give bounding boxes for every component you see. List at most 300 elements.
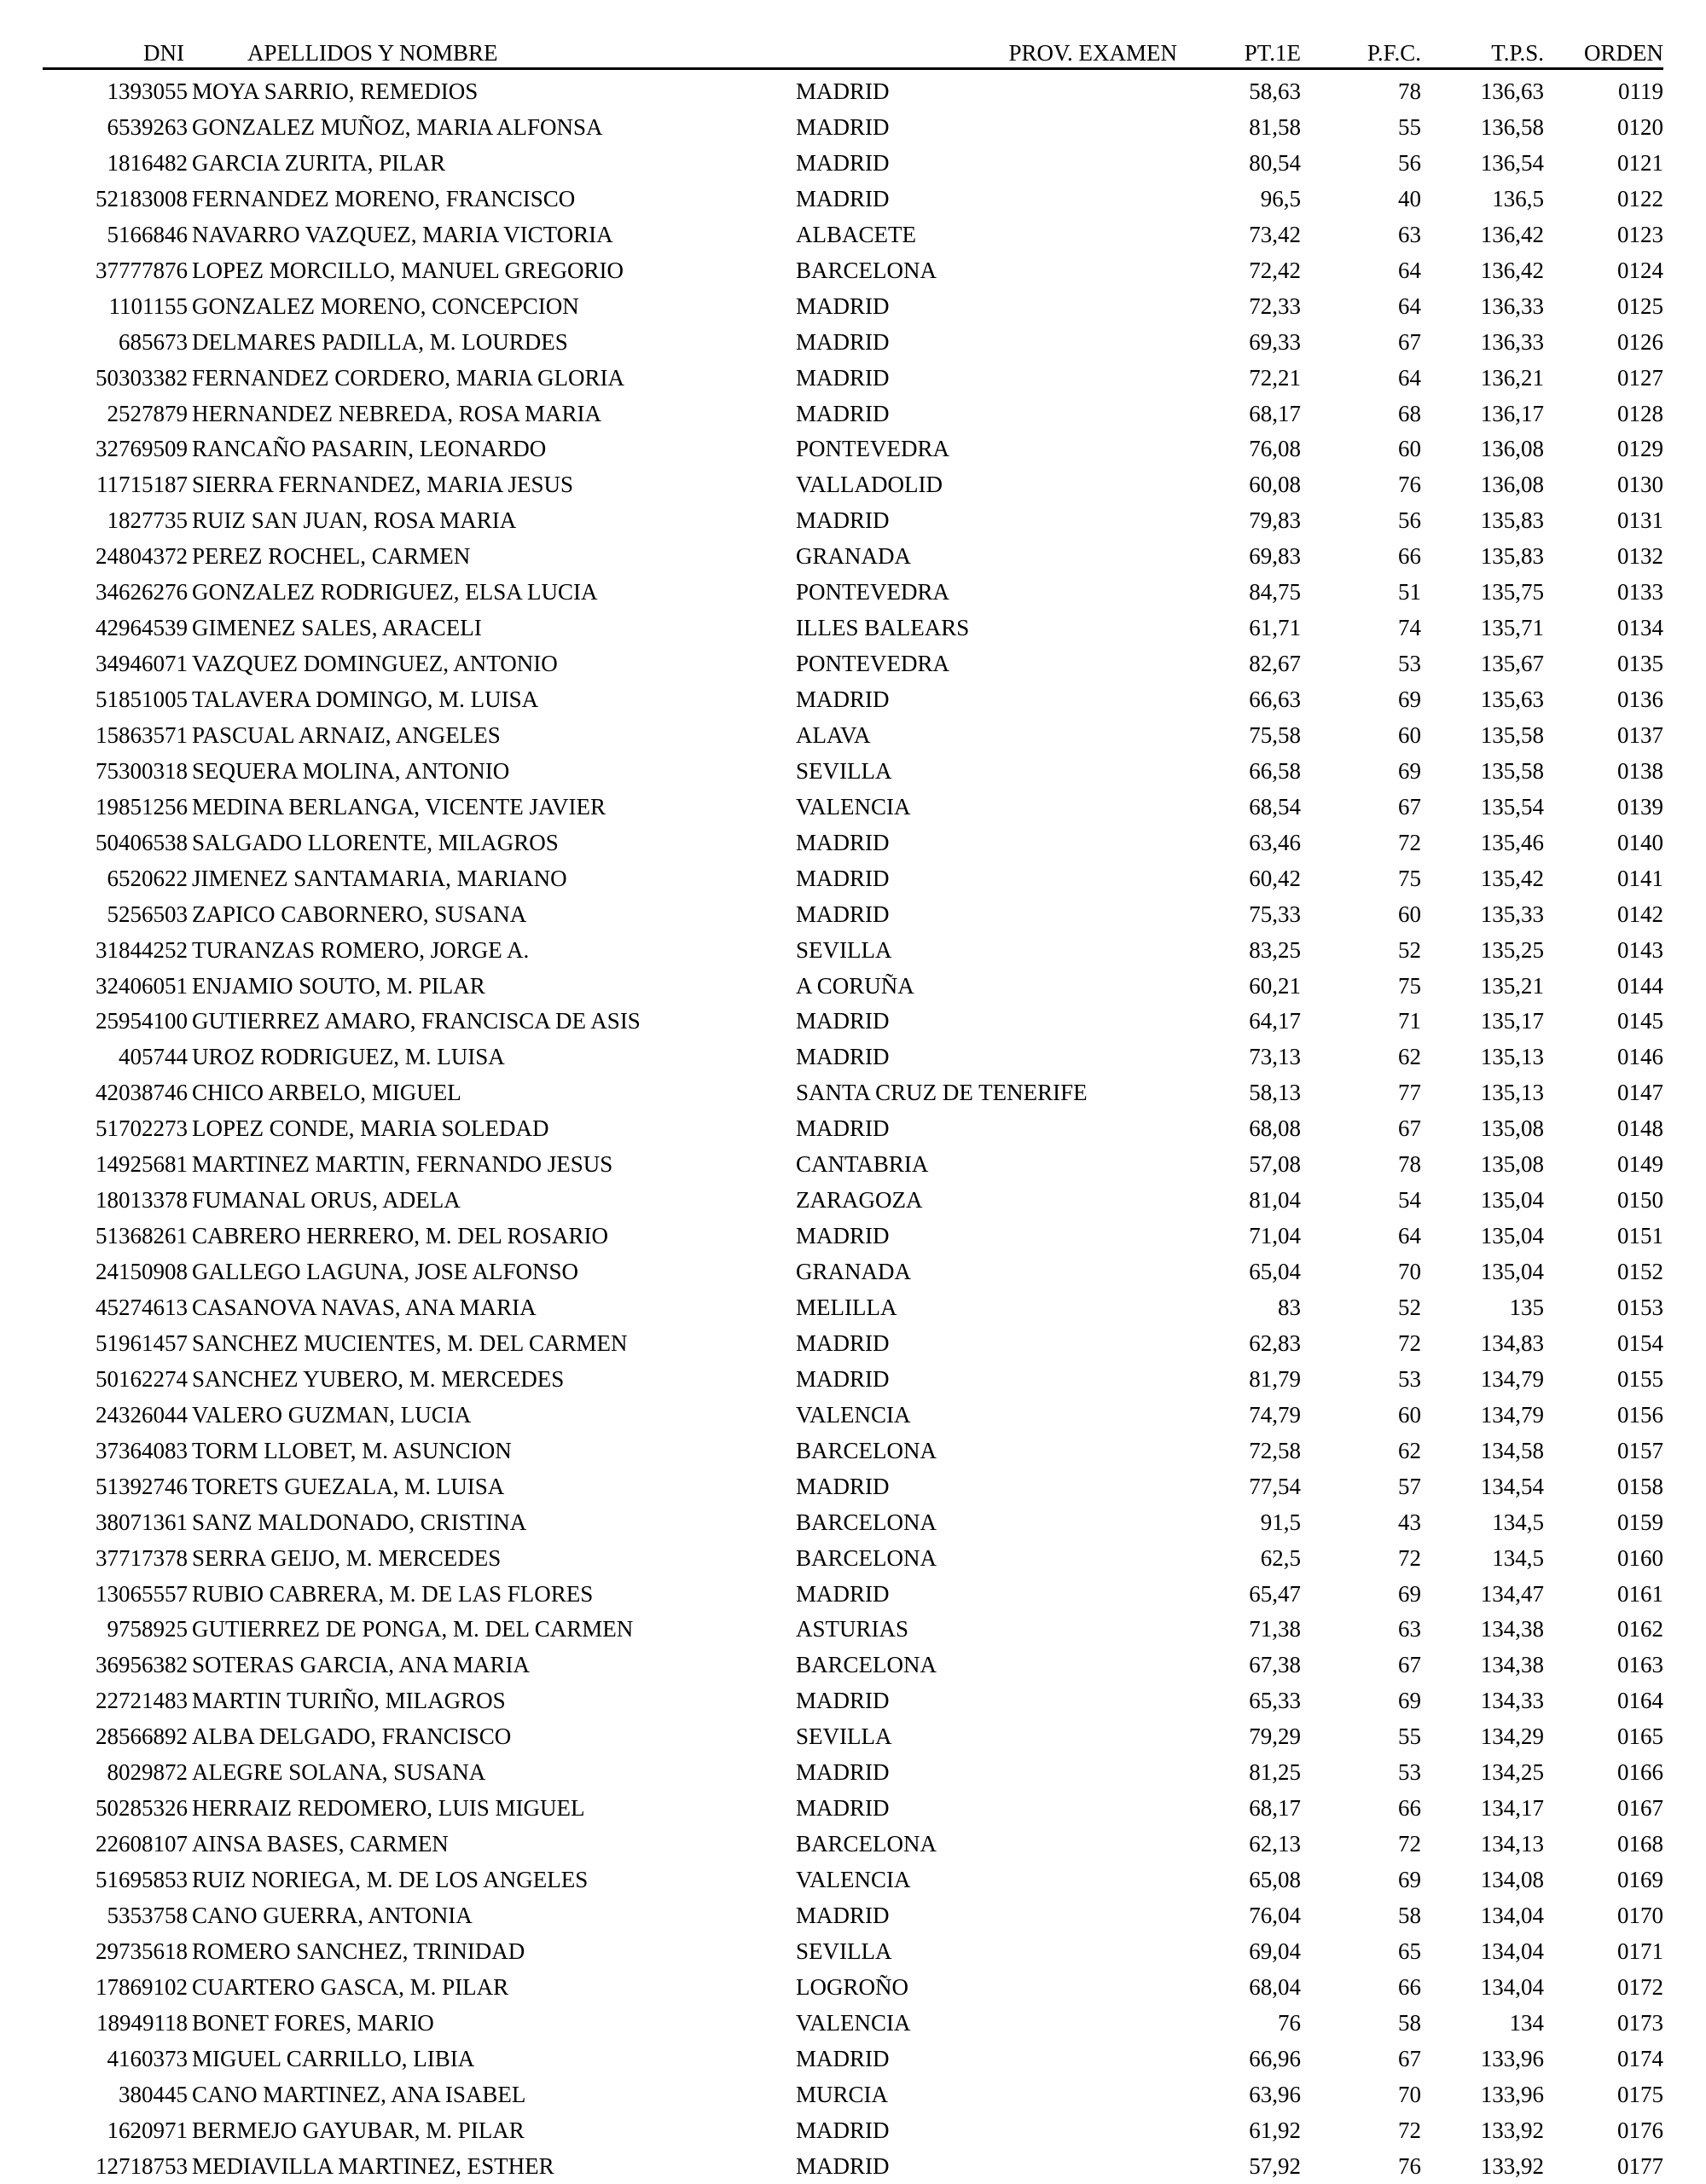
cell-pt1e: 66,63 [1249, 686, 1301, 712]
table-row [0, 681, 1706, 717]
table-row [0, 1718, 1706, 1754]
cell-name: AINSA BASES, CARMEN [192, 1831, 449, 1857]
cell-name: SANCHEZ YUBERO, M. MERCEDES [192, 1365, 565, 1392]
table-row [0, 2005, 1706, 2041]
cell-pt1e: 96,5 [1260, 185, 1301, 211]
cell-orden: 0145 [1617, 1008, 1663, 1034]
table-row [0, 2148, 1706, 2184]
cell-tps: 134,79 [1480, 1365, 1544, 1392]
cell-pt1e: 73,13 [1249, 1044, 1301, 1070]
table-row [0, 2041, 1706, 2077]
cell-orden: 0167 [1617, 1795, 1663, 1822]
cell-pt1e: 81,58 [1249, 113, 1301, 140]
table-row [0, 288, 1706, 324]
table-row [0, 1611, 1706, 1647]
cell-orden: 0128 [1617, 400, 1663, 426]
cell-orden: 0153 [1617, 1295, 1663, 1320]
cell-orden: 0163 [1617, 1652, 1663, 1678]
cell-orden: 0155 [1617, 1365, 1663, 1392]
table-row [0, 252, 1706, 288]
table-row [0, 860, 1706, 896]
cell-tps: 133,92 [1480, 2152, 1544, 2179]
cell-pfc: 67 [1398, 793, 1421, 820]
table-row [0, 1075, 1706, 1110]
cell-dni: 15863571 [96, 721, 188, 748]
table-row [0, 1182, 1706, 1218]
cell-orden: 0133 [1617, 579, 1663, 605]
cell-pfc: 66 [1398, 1795, 1421, 1822]
cell-orden: 0143 [1617, 936, 1663, 963]
cell-pt1e: 72,42 [1249, 257, 1301, 283]
cell-pfc: 64 [1398, 293, 1421, 319]
cell-dni: 32406051 [96, 972, 188, 999]
cell-tps: 135,04 [1480, 1259, 1544, 1284]
cell-dni: 51392746 [96, 1473, 188, 1499]
cell-prov: MADRID [796, 1223, 890, 1249]
cell-orden: 0150 [1617, 1187, 1663, 1214]
cell-dni: 51368261 [96, 1223, 188, 1249]
cell-pt1e: 72,33 [1249, 293, 1301, 319]
cell-orden: 0119 [1618, 78, 1663, 104]
cell-dni: 12718753 [96, 2152, 188, 2179]
cell-tps: 134,04 [1480, 1902, 1544, 1928]
cell-pfc: 74 [1398, 615, 1421, 641]
cell-dni: 38071361 [96, 1509, 188, 1535]
header-dni: DNI [143, 40, 184, 66]
cell-tps: 135,04 [1480, 1187, 1544, 1214]
cell-orden: 0129 [1617, 436, 1663, 462]
cell-pt1e: 91,5 [1260, 1509, 1301, 1535]
cell-tps: 135,71 [1480, 615, 1544, 641]
cell-orden: 0157 [1617, 1437, 1663, 1463]
cell-tps: 134,29 [1480, 1723, 1544, 1750]
cell-pfc: 67 [1398, 1652, 1421, 1678]
cell-tps: 135,13 [1480, 1080, 1544, 1106]
table-row [0, 1540, 1706, 1576]
cell-orden: 0130 [1617, 472, 1663, 498]
cell-prov: MADRID [796, 686, 890, 712]
cell-name: MEDIAVILLA MARTINEZ, ESTHER [192, 2152, 554, 2179]
cell-prov: VALENCIA [796, 793, 911, 820]
cell-tps: 136,21 [1480, 364, 1544, 391]
cell-dni: 5256503 [107, 901, 188, 927]
cell-name: RANCAÑO PASARIN, LEONARDO [192, 436, 547, 462]
cell-pt1e: 60,08 [1249, 472, 1301, 498]
cell-dni: 50162274 [96, 1365, 188, 1392]
cell-orden: 0140 [1617, 829, 1663, 855]
cell-dni: 24804372 [96, 543, 188, 570]
cell-pfc: 71 [1398, 1008, 1421, 1034]
cell-name: GONZALEZ RODRIGUEZ, ELSA LUCIA [192, 579, 598, 605]
cell-dni: 34946071 [96, 651, 188, 676]
cell-pt1e: 69,83 [1249, 543, 1301, 570]
cell-name: UROZ RODRIGUEZ, M. LUISA [192, 1044, 505, 1070]
table-row [0, 1433, 1706, 1469]
cell-pt1e: 79,29 [1249, 1723, 1301, 1750]
cell-tps: 134 [1509, 2009, 1544, 2036]
cell-pfc: 75 [1398, 972, 1421, 999]
cell-prov: MADRID [796, 1044, 890, 1070]
cell-tps: 134,83 [1480, 1330, 1544, 1356]
cell-dni: 37717378 [96, 1544, 188, 1571]
cell-dni: 13065557 [96, 1580, 188, 1607]
cell-tps: 135,54 [1480, 793, 1544, 820]
cell-prov: ASTURIAS [796, 1616, 909, 1642]
cell-orden: 0149 [1617, 1151, 1663, 1178]
header-name: APELLIDOS Y NOMBRE [247, 40, 498, 66]
header-pfc: P.F.C. [1367, 40, 1421, 66]
cell-prov: PONTEVEDRA [796, 436, 949, 462]
cell-name: ROMERO SANCHEZ, TRINIDAD [192, 1938, 525, 1964]
cell-tps: 134,38 [1480, 1652, 1544, 1678]
cell-orden: 0139 [1617, 793, 1663, 820]
cell-prov: MADRID [796, 328, 890, 355]
cell-pt1e: 76,08 [1249, 436, 1301, 462]
cell-prov: BARCELONA [796, 257, 937, 283]
cell-name: SALGADO LLORENTE, MILAGROS [192, 829, 559, 855]
cell-dni: 5166846 [107, 221, 188, 247]
cell-orden: 0158 [1617, 1473, 1663, 1499]
cell-orden: 0170 [1617, 1902, 1663, 1928]
cell-dni: 22721483 [96, 1688, 188, 1714]
cell-pfc: 56 [1398, 507, 1421, 534]
cell-prov: GRANADA [796, 543, 911, 570]
cell-name: TURANZAS ROMERO, JORGE A. [192, 936, 530, 963]
cell-name: MARTIN TURIÑO, MILAGROS [192, 1688, 506, 1714]
cell-pfc: 67 [1398, 1115, 1421, 1142]
cell-dni: 8029872 [107, 1759, 188, 1786]
cell-pt1e: 76,04 [1249, 1902, 1301, 1928]
cell-prov: MADRID [796, 185, 890, 211]
cell-dni: 42038746 [96, 1080, 188, 1106]
table-row [0, 789, 1706, 825]
cell-pt1e: 68,54 [1249, 793, 1301, 820]
cell-tps: 133,96 [1480, 2081, 1544, 2107]
cell-orden: 0125 [1617, 293, 1663, 319]
cell-pt1e: 62,5 [1260, 1544, 1301, 1571]
cell-name: ZAPICO CABORNERO, SUSANA [192, 901, 527, 927]
cell-orden: 0151 [1617, 1223, 1663, 1249]
cell-name: GIMENEZ SALES, ARACELI [192, 615, 482, 641]
cell-tps: 134,08 [1480, 1867, 1544, 1892]
table-row [0, 1933, 1706, 1969]
cell-pfc: 55 [1398, 113, 1421, 140]
cell-name: JIMENEZ SANTAMARIA, MARIANO [192, 865, 567, 891]
cell-prov: VALENCIA [796, 1401, 911, 1428]
cell-dni: 42964539 [96, 615, 188, 641]
cell-name: SIERRA FERNANDEZ, MARIA JESUS [192, 472, 574, 498]
cell-name: GALLEGO LAGUNA, JOSE ALFONSO [192, 1259, 579, 1284]
cell-name: DELMARES PADILLA, M. LOURDES [192, 328, 568, 355]
cell-pt1e: 57,08 [1249, 1151, 1301, 1178]
cell-pt1e: 71,38 [1249, 1616, 1301, 1642]
cell-tps: 134,5 [1492, 1509, 1544, 1535]
cell-name: TALAVERA DOMINGO, M. LUISA [192, 686, 539, 712]
cell-prov: MADRID [796, 507, 890, 534]
cell-name: GUTIERREZ AMARO, FRANCISCA DE ASIS [192, 1008, 641, 1034]
cell-tps: 135,46 [1480, 829, 1544, 855]
cell-name: ALEGRE SOLANA, SUSANA [192, 1759, 486, 1786]
table-row [0, 2112, 1706, 2148]
header-pt: PT.1E [1244, 40, 1301, 66]
cell-pfc: 52 [1398, 1295, 1421, 1320]
cell-dni: 28566892 [96, 1723, 188, 1750]
table-row [0, 753, 1706, 789]
cell-name: VAZQUEZ DOMINGUEZ, ANTONIO [192, 651, 558, 676]
cell-pfc: 67 [1398, 2045, 1421, 2071]
cell-pfc: 64 [1398, 1223, 1421, 1249]
cell-pfc: 62 [1398, 1044, 1421, 1070]
cell-dni: 32769509 [96, 436, 188, 462]
table-row [0, 1003, 1706, 1039]
cell-tps: 134,25 [1480, 1759, 1544, 1786]
cell-pfc: 66 [1398, 543, 1421, 570]
cell-orden: 0135 [1617, 651, 1663, 676]
cell-orden: 0134 [1617, 615, 1663, 641]
cell-pt1e: 60,21 [1249, 972, 1301, 999]
cell-dni: 24326044 [96, 1401, 188, 1428]
cell-tps: 136,58 [1480, 113, 1544, 140]
cell-dni: 52183008 [96, 185, 188, 211]
cell-name: HERRAIZ REDOMERO, LUIS MIGUEL [192, 1795, 585, 1822]
cell-tps: 134,13 [1480, 1831, 1544, 1857]
cell-tps: 134,38 [1480, 1616, 1544, 1642]
cell-orden: 0131 [1617, 507, 1663, 534]
cell-pt1e: 83 [1278, 1295, 1301, 1320]
cell-name: SANCHEZ MUCIENTES, M. DEL CARMEN [192, 1330, 628, 1356]
cell-name: BERMEJO GAYUBAR, M. PILAR [192, 2117, 525, 2143]
table-row [0, 1897, 1706, 1933]
table-row [0, 1862, 1706, 1897]
cell-pfc: 69 [1398, 757, 1421, 784]
cell-orden: 0132 [1617, 543, 1663, 570]
cell-dni: 18949118 [96, 2009, 188, 2036]
cell-tps: 136,5 [1492, 185, 1544, 211]
cell-dni: 6539263 [107, 113, 188, 140]
cell-prov: SEVILLA [796, 936, 892, 963]
table-row [0, 466, 1706, 502]
cell-pt1e: 65,33 [1249, 1688, 1301, 1714]
cell-dni: 1816482 [107, 149, 188, 176]
cell-pfc: 57 [1398, 1473, 1421, 1499]
cell-tps: 136,63 [1480, 78, 1544, 104]
cell-pt1e: 80,54 [1249, 149, 1301, 176]
header-orden: ORDEN [1584, 40, 1663, 66]
cell-dni: 685673 [119, 328, 188, 355]
cell-dni: 75300318 [96, 757, 188, 784]
cell-pfc: 58 [1398, 2009, 1421, 2036]
cell-orden: 0144 [1617, 972, 1663, 999]
cell-dni: 11715187 [96, 472, 188, 498]
cell-tps: 136,08 [1480, 472, 1544, 498]
cell-prov: BARCELONA [796, 1831, 937, 1857]
cell-pfc: 51 [1398, 579, 1421, 605]
cell-tps: 134,54 [1480, 1473, 1544, 1499]
cell-prov: MADRID [796, 829, 890, 855]
cell-tps: 135,58 [1480, 721, 1544, 748]
cell-orden: 0177 [1617, 2152, 1663, 2179]
cell-prov: MADRID [796, 865, 890, 891]
cell-pfc: 72 [1398, 2117, 1421, 2143]
cell-pt1e: 68,08 [1249, 1115, 1301, 1142]
cell-name: MIGUEL CARRILLO, LIBIA [192, 2045, 475, 2071]
table-row [0, 610, 1706, 646]
cell-pfc: 69 [1398, 1580, 1421, 1607]
table-row [0, 1254, 1706, 1289]
cell-dni: 36956382 [96, 1652, 188, 1678]
cell-dni: 50303382 [96, 364, 188, 391]
table-row [0, 1754, 1706, 1790]
cell-pfc: 76 [1398, 2152, 1421, 2179]
cell-pt1e: 68,04 [1249, 1973, 1301, 2000]
table-row [0, 825, 1706, 860]
cell-pfc: 72 [1398, 1330, 1421, 1356]
cell-name: ENJAMIO SOUTO, M. PILAR [192, 972, 485, 999]
cell-tps: 134,79 [1480, 1401, 1544, 1428]
cell-pfc: 69 [1398, 1688, 1421, 1714]
cell-orden: 0161 [1617, 1580, 1663, 1607]
cell-name: SOTERAS GARCIA, ANA MARIA [192, 1652, 531, 1678]
cell-dni: 6520622 [107, 865, 188, 891]
cell-pt1e: 67,38 [1249, 1652, 1301, 1678]
table-row [0, 968, 1706, 1004]
cell-dni: 22608107 [96, 1831, 188, 1857]
cell-pfc: 53 [1398, 1365, 1421, 1392]
table-row [0, 360, 1706, 396]
table-row [0, 1325, 1706, 1361]
cell-name: PASCUAL ARNAIZ, ANGELES [192, 721, 501, 748]
cell-pfc: 43 [1398, 1509, 1421, 1535]
cell-pfc: 52 [1398, 936, 1421, 963]
cell-pt1e: 65,04 [1249, 1259, 1301, 1284]
cell-dni: 51961457 [96, 1330, 188, 1356]
cell-pfc: 53 [1398, 651, 1421, 676]
cell-pfc: 64 [1398, 364, 1421, 391]
cell-tps: 135,25 [1480, 936, 1544, 963]
table-row [0, 932, 1706, 968]
cell-tps: 134,17 [1480, 1795, 1544, 1822]
cell-orden: 0159 [1617, 1509, 1663, 1535]
cell-pt1e: 61,71 [1249, 615, 1301, 641]
cell-orden: 0169 [1617, 1867, 1663, 1892]
table-row [0, 896, 1706, 932]
table-row [0, 717, 1706, 753]
cell-dni: 51851005 [96, 686, 188, 712]
cell-tps: 135,08 [1480, 1151, 1544, 1178]
cell-name: FUMANAL ORUS, ADELA [192, 1187, 461, 1214]
cell-tps: 135,17 [1480, 1008, 1544, 1034]
cell-orden: 0123 [1617, 221, 1663, 247]
cell-pt1e: 84,75 [1249, 579, 1301, 605]
cell-orden: 0120 [1617, 113, 1663, 140]
cell-dni: 34626276 [96, 579, 188, 605]
cell-pt1e: 69,04 [1249, 1938, 1301, 1964]
cell-prov: BARCELONA [796, 1437, 937, 1463]
table-row [0, 1361, 1706, 1397]
cell-pt1e: 81,04 [1249, 1187, 1301, 1214]
cell-tps: 135,21 [1480, 972, 1544, 999]
cell-pt1e: 79,83 [1249, 507, 1301, 534]
cell-orden: 0124 [1617, 257, 1663, 283]
cell-tps: 136,54 [1480, 149, 1544, 176]
cell-prov: BARCELONA [796, 1544, 937, 1571]
cell-dni: 25954100 [96, 1008, 188, 1034]
cell-tps: 136,17 [1480, 400, 1544, 426]
cell-pt1e: 75,58 [1249, 721, 1301, 748]
cell-pfc: 63 [1398, 221, 1421, 247]
cell-orden: 0136 [1617, 686, 1663, 712]
cell-pfc: 64 [1398, 257, 1421, 283]
cell-pt1e: 61,92 [1249, 2117, 1301, 2143]
header-rule [43, 67, 1663, 70]
table-row [0, 1504, 1706, 1540]
cell-name: LOPEZ CONDE, MARIA SOLEDAD [192, 1115, 549, 1142]
table-row [0, 1969, 1706, 2005]
cell-prov: BARCELONA [796, 1652, 937, 1678]
cell-pt1e: 62,83 [1249, 1330, 1301, 1356]
cell-tps: 134,58 [1480, 1437, 1544, 1463]
cell-tps: 134,47 [1480, 1580, 1544, 1607]
cell-prov: MADRID [796, 1688, 890, 1714]
cell-pt1e: 77,54 [1249, 1473, 1301, 1499]
cell-name: RUIZ SAN JUAN, ROSA MARIA [192, 507, 517, 534]
cell-pt1e: 73,42 [1249, 221, 1301, 247]
cell-prov: VALENCIA [796, 2009, 911, 2036]
cell-name: NAVARRO VAZQUEZ, MARIA VICTORIA [192, 221, 613, 247]
table-row [0, 646, 1706, 681]
cell-orden: 0147 [1617, 1080, 1663, 1106]
cell-name: ALBA DELGADO, FRANCISCO [192, 1723, 512, 1750]
table-row [0, 1218, 1706, 1254]
cell-pt1e: 66,96 [1249, 2045, 1301, 2071]
cell-orden: 0172 [1617, 1973, 1663, 2000]
cell-name: MARTINEZ MARTIN, FERNANDO JESUS [192, 1151, 613, 1178]
cell-dni: 4160373 [107, 2045, 188, 2071]
cell-name: SANZ MALDONADO, CRISTINA [192, 1509, 527, 1535]
table-row [0, 73, 1706, 109]
cell-orden: 0176 [1617, 2117, 1663, 2143]
cell-dni: 17869102 [96, 1973, 188, 2000]
table-row [0, 396, 1706, 432]
cell-tps: 135,08 [1480, 1115, 1544, 1142]
table-row [0, 502, 1706, 538]
cell-name: GONZALEZ MORENO, CONCEPCION [192, 293, 579, 319]
table-row [0, 431, 1706, 466]
cell-tps: 136,42 [1480, 257, 1544, 283]
cell-orden: 0171 [1617, 1938, 1663, 1964]
cell-dni: 1393055 [107, 78, 188, 104]
cell-tps: 135,13 [1480, 1044, 1544, 1070]
table-row [0, 1647, 1706, 1683]
cell-pt1e: 82,67 [1249, 651, 1301, 676]
cell-prov: MADRID [796, 364, 890, 391]
cell-pfc: 72 [1398, 829, 1421, 855]
cell-orden: 0166 [1617, 1759, 1663, 1786]
cell-pfc: 60 [1398, 721, 1421, 748]
cell-pfc: 78 [1398, 1151, 1421, 1178]
cell-pt1e: 68,17 [1249, 400, 1301, 426]
cell-name: SERRA GEIJO, M. MERCEDES [192, 1544, 502, 1571]
cell-pfc: 56 [1398, 149, 1421, 176]
cell-pt1e: 64,17 [1249, 1008, 1301, 1034]
cell-tps: 135 [1509, 1295, 1544, 1320]
cell-dni: 405744 [119, 1044, 188, 1070]
cell-tps: 135,63 [1480, 686, 1544, 712]
cell-prov: MADRID [796, 1008, 890, 1034]
cell-orden: 0160 [1617, 1544, 1663, 1571]
cell-name: HERNANDEZ NEBREDA, ROSA MARIA [192, 400, 602, 426]
cell-dni: 51695853 [96, 1867, 188, 1892]
